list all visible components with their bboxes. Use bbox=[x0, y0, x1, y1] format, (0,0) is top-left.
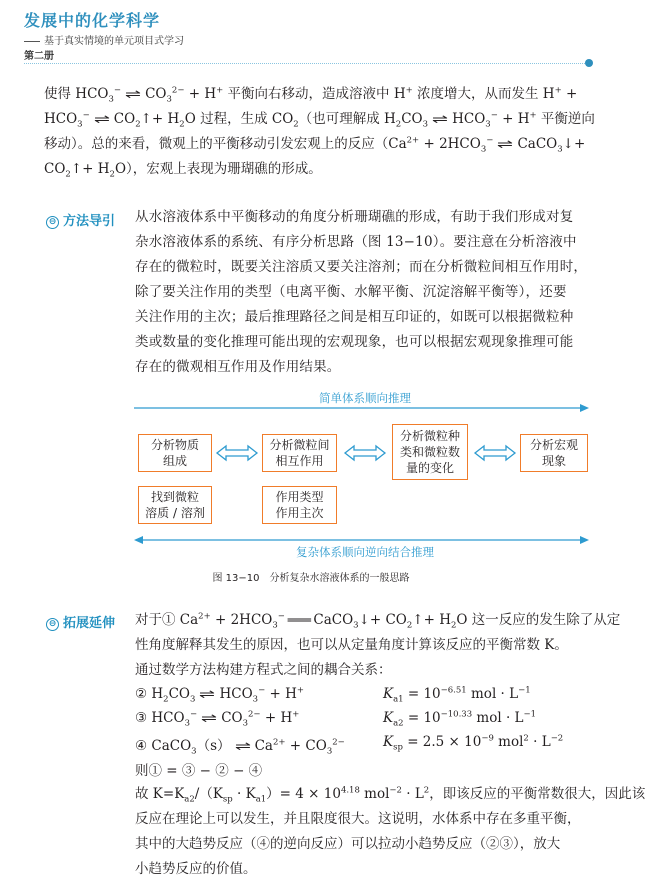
text-line: 故 $K=K_{a2}/(K_{sp} \cdot K_{a1})= 4 \times 10^{4.18}$ $mol^{-2} \cdot L^2$，即该反应的平衡常数很大，因此该 bbox=[135, 785, 645, 805]
conclusion-paragraph bbox=[135, 782, 645, 882]
text-line: 对于① $Ca^{2+} + 2HCO_3^-$ ══ CaCO$_3$↓+ $CO_2↑+ H_2O$ 这一反应的发生除了从定 bbox=[135, 608, 587, 633]
method-section-label: ⊖ 方法导引 bbox=[46, 210, 115, 229]
double-arrow-icon bbox=[474, 444, 516, 462]
equation-3: ③ $HCO_3^-$ ⇌ $CO_3^{2-} + H^+$ bbox=[135, 709, 300, 729]
text-line: $CO_2↑+ H_2O$），宏观上表现为珊瑚礁的形成。 bbox=[44, 161, 322, 180]
text-line: 存在的微粒时，既要关注溶质又要关注溶剂；而在分析微粒间相互作用时， bbox=[135, 259, 588, 275]
text-line: 杂水溶液体系的系统、有序分析思路（图 13−10）。要注意在分析溶液中 bbox=[135, 234, 577, 250]
minus-circle-icon: ⊖ bbox=[46, 618, 59, 631]
figure-caption: 图 13−10 分析复杂水溶液体系的一般思路 bbox=[212, 573, 410, 584]
method-paragraph bbox=[135, 205, 587, 380]
volume-label: 第二册 bbox=[24, 51, 54, 62]
equilibrium-arrow-icon: ⇌ bbox=[201, 711, 218, 725]
extension-section-label: ⊖ 拓展延伸 bbox=[46, 612, 115, 631]
equation-relation: 则① = ③ − ② − ④ bbox=[135, 763, 263, 779]
text-line: 小趋势反应的价值。 bbox=[135, 861, 257, 877]
text-line: 通过数学方法构建方程式之间的耦合关系： bbox=[135, 662, 392, 678]
equilibrium-arrow-icon: ⇌ bbox=[124, 87, 142, 101]
analyze-composition-box: 分析物质 组成 bbox=[138, 434, 212, 472]
equilibrium-arrow-icon: ⇌ bbox=[234, 739, 251, 753]
analyze-particle-change-box: 分析微粒种 类和微粒数 量的变化 bbox=[392, 424, 468, 480]
text-line: 反应在理论上可以发生，并且限度很大。这说明，水体系中存在多重平衡， bbox=[135, 811, 581, 827]
minus-circle-icon: ⊖ bbox=[46, 216, 59, 229]
text-line: 性角度解释其发生的原因，也可以从定量角度计算该反应的平衡常数 K。 bbox=[135, 637, 568, 653]
equation-2: ② $H_2CO_3$ ⇌ $HCO_3^- + H^+$ bbox=[135, 685, 304, 705]
book-subtitle: 基于真实情境的单元项目式学习 bbox=[24, 32, 184, 47]
interaction-type-box: 作用类型 作用主次 bbox=[262, 486, 337, 524]
text-line: 其中的大趋势反应（④的逆向反应）可以拉动小趋势反应（②③），放大 bbox=[135, 836, 561, 852]
text-line: 存在的微观相互作用及作用结果。 bbox=[135, 359, 341, 375]
text-line: 移动）。总的来看，微观上的平衡移动引发宏观上的反应（$Ca^{2+} + 2HCO_3^-$ ⇌ CaCO$_3$↓+ bbox=[44, 132, 592, 157]
book-title: 发展中的化学科学 bbox=[24, 11, 161, 30]
equilibrium-arrow-icon: ⇌ bbox=[432, 112, 449, 126]
analyze-interaction-box: 分析微粒间 相互作用 bbox=[262, 434, 337, 472]
equation-4: ④ CaCO$_3$（s） ⇌ $Ca^{2+} + CO_3^{2-}$ bbox=[135, 737, 345, 757]
extension-paragraph bbox=[135, 608, 621, 683]
constant-ka2: $K_{a2} = 10^{-10.33}$ mol · $L^{-1}$ bbox=[383, 709, 537, 729]
yield-sign-icon: ══ bbox=[287, 613, 311, 627]
analysis-flow-diagram bbox=[134, 378, 596, 558]
equilibrium-arrow-icon: ⇌ bbox=[497, 137, 514, 151]
text-line: 类或数量的变化推理可能出现的宏观现象，也可以根据宏观现象推理可能 bbox=[135, 334, 574, 350]
double-arrow-icon bbox=[344, 444, 386, 462]
forward-reasoning-label: 简单体系顺向推理 bbox=[319, 391, 411, 405]
text-line: 从水溶液体系中平衡移动的角度分析珊瑚礁的形成，有助于我们形成对复 bbox=[135, 209, 574, 225]
header-divider bbox=[24, 63, 589, 64]
text-line: 除了要关注作用的类型（电离平衡、水解平衡、沉淀溶解平衡等），还要 bbox=[135, 284, 567, 300]
right-arrow-icon bbox=[134, 402, 589, 414]
equilibrium-arrow-icon: ⇌ bbox=[199, 687, 216, 701]
equilibrium-arrow-icon: ⇌ bbox=[93, 112, 110, 126]
constant-ka1: $K_{a1} = 10^{-6.51}$ mol · $L^{-1}$ bbox=[383, 685, 531, 705]
find-particles-box: 找到微粒 溶质 / 溶剂 bbox=[138, 486, 212, 524]
text-line: $HCO_3^-$ ⇌ $CO_2↑+ H_2O$ 过程，生成 $CO_2$（也可理解成 $H_2CO_3$ ⇌ $HCO_3^- + H^+$ 平衡逆向 bbox=[44, 107, 592, 132]
analyze-macro-box: 分析宏观 现象 bbox=[520, 434, 588, 472]
text-line: 使得 $HCO_3^-$ ⇌ $CO_3^{2-} + H^+$ 平衡向右移动，造成溶液中 H+ 浓度增大，从而发生 H+ + bbox=[44, 82, 592, 107]
page-header bbox=[24, 8, 604, 68]
dash-decoration bbox=[24, 41, 40, 42]
double-arrow-icon bbox=[216, 444, 258, 462]
intro-paragraph bbox=[44, 82, 595, 182]
header-dot-icon bbox=[585, 59, 593, 67]
text-line: 关注作用的主次；最后推理路径之间是相互印证的，如既可以根据微粒种 bbox=[135, 309, 574, 325]
constant-ksp: $K_{sp} = 2.5 \times 10^{-9}$ $mol^2 \cdot L^{-2}$ bbox=[383, 733, 564, 753]
combined-reasoning-label: 复杂体系顺向逆向结合推理 bbox=[296, 545, 434, 559]
